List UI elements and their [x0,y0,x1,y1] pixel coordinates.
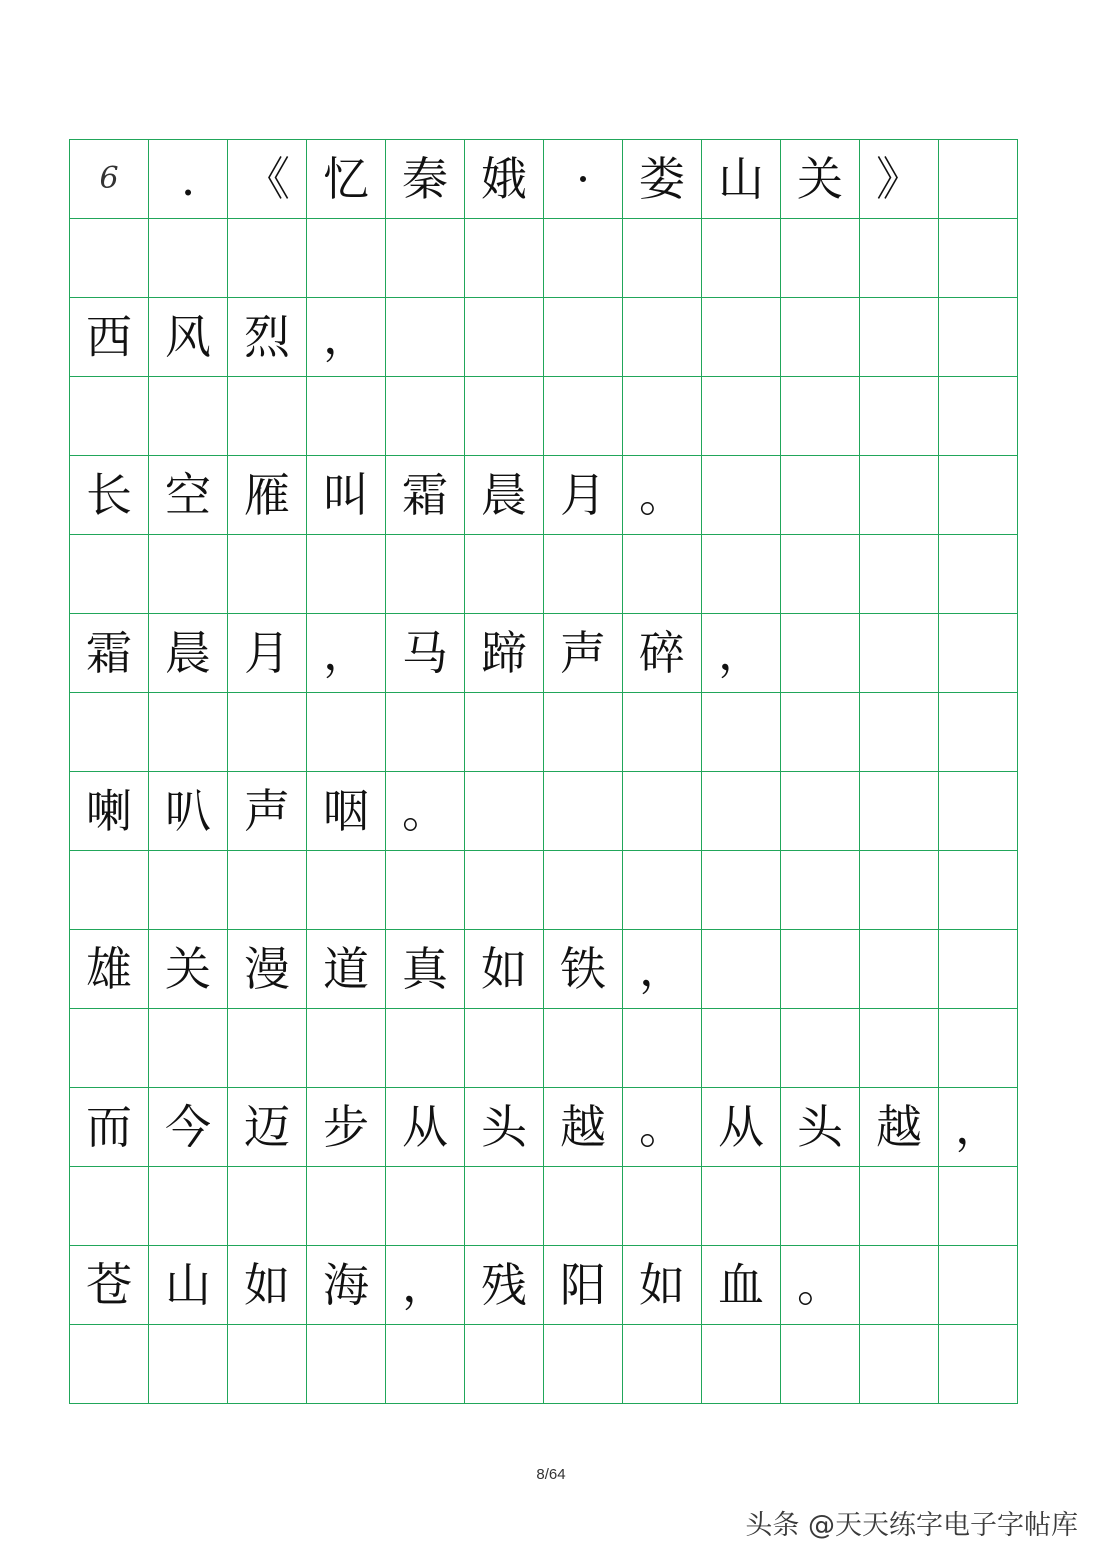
grid-cell [70,693,149,772]
grid-cell [781,298,860,377]
grid-cell [702,377,781,456]
grid-cell: 如 [623,1246,702,1325]
grid-cell [702,298,781,377]
grid-cell [860,772,939,851]
grid-cell: 残 [465,1246,544,1325]
grid-cell [939,693,1018,772]
grid-cell [465,219,544,298]
grid-cell [70,219,149,298]
grid-cell [465,1009,544,1088]
grid-row [70,851,1018,930]
grid-cell [860,851,939,930]
grid-cell: 道 [307,930,386,1009]
grid-cell: 6 [70,140,149,219]
grid-cell [307,377,386,456]
grid-cell [386,1009,465,1088]
grid-cell: 漫 [228,930,307,1009]
grid-row [70,930,1018,1009]
grid-cell [386,535,465,614]
grid-cell: 霜 [70,614,149,693]
grid-cell: 铁 [544,930,623,1009]
grid-cell [544,772,623,851]
grid-cell: 叭 [149,772,228,851]
practice-grid [69,139,1018,1404]
grid-cell [623,772,702,851]
grid-cell [149,693,228,772]
grid-cell [702,1167,781,1246]
grid-cell [623,219,702,298]
grid-cell [939,140,1018,219]
grid-cell: 霜 [386,456,465,535]
grid-cell [228,377,307,456]
grid-cell: 娄 [623,140,702,219]
grid-cell: 山 [149,1246,228,1325]
grid-cell [702,693,781,772]
grid-row [70,456,1018,535]
grid-cell: . [149,140,228,219]
grid-cell [228,851,307,930]
grid-row [70,535,1018,614]
grid-cell [386,1167,465,1246]
grid-cell: 咽 [307,772,386,851]
grid-row [70,693,1018,772]
grid-cell [544,693,623,772]
grid-cell [307,1325,386,1404]
grid-cell: 》 [860,140,939,219]
grid-cell [702,851,781,930]
grid-cell [149,535,228,614]
grid-cell: 忆 [307,140,386,219]
grid-cell [781,219,860,298]
grid-cell: 头 [781,1088,860,1167]
grid-cell [149,377,228,456]
grid-cell: ， [386,1246,465,1325]
grid-cell: 山 [702,140,781,219]
grid-row [70,219,1018,298]
grid-row [70,614,1018,693]
grid-cell: 雄 [70,930,149,1009]
grid-row [70,1246,1018,1325]
grid-cell: ， [623,930,702,1009]
grid-cell [702,535,781,614]
grid-cell [860,535,939,614]
grid-cell: ， [939,1088,1018,1167]
grid-row [70,1009,1018,1088]
grid-cell [781,1325,860,1404]
grid-cell: 越 [860,1088,939,1167]
grid-cell [781,377,860,456]
grid-cell [860,219,939,298]
grid-cell: 从 [702,1088,781,1167]
grid-cell [70,1009,149,1088]
grid-cell: ， [702,614,781,693]
grid-cell: 血 [702,1246,781,1325]
grid-cell: 阳 [544,1246,623,1325]
grid-cell: 马 [386,614,465,693]
grid-cell [544,298,623,377]
grid-cell: 如 [465,930,544,1009]
grid-cell [623,1009,702,1088]
grid-cell [544,535,623,614]
grid-cell [228,535,307,614]
grid-cell: 碎 [623,614,702,693]
grid-cell [149,1167,228,1246]
grid-cell [307,693,386,772]
grid-cell: 雁 [228,456,307,535]
grid-cell: 。 [623,456,702,535]
grid-cell: 而 [70,1088,149,1167]
grid-cell: ， [307,298,386,377]
grid-cell [781,456,860,535]
grid-cell: 月 [228,614,307,693]
grid-cell: 叫 [307,456,386,535]
grid-cell [939,772,1018,851]
grid-cell [939,377,1018,456]
grid-cell [228,693,307,772]
grid-cell: 风 [149,298,228,377]
grid-cell: 头 [465,1088,544,1167]
grid-cell: 从 [386,1088,465,1167]
grid-cell: · [544,140,623,219]
grid-cell [465,851,544,930]
grid-cell [939,614,1018,693]
grid-cell: 。 [781,1246,860,1325]
grid-cell [386,298,465,377]
grid-cell [70,1167,149,1246]
grid-cell [781,772,860,851]
grid-cell: 。 [386,772,465,851]
grid-cell [939,298,1018,377]
grid-cell: 声 [544,614,623,693]
grid-cell [386,1325,465,1404]
grid-cell [70,377,149,456]
grid-cell [781,693,860,772]
grid-cell: 《 [228,140,307,219]
grid-cell [228,1325,307,1404]
grid-cell [939,456,1018,535]
grid-cell [307,535,386,614]
grid-cell [465,693,544,772]
grid-cell [228,219,307,298]
grid-cell [939,1009,1018,1088]
grid-cell [149,1325,228,1404]
grid-cell [860,1325,939,1404]
grid-cell [307,219,386,298]
grid-cell: 。 [623,1088,702,1167]
grid-cell [465,772,544,851]
grid-cell [702,456,781,535]
grid-cell: 步 [307,1088,386,1167]
grid-cell [228,1167,307,1246]
grid-cell: 关 [149,930,228,1009]
grid-cell [623,851,702,930]
grid-cell [860,693,939,772]
grid-cell: 声 [228,772,307,851]
grid-cell [544,851,623,930]
grid-cell: 空 [149,456,228,535]
grid-cell [307,1167,386,1246]
grid-cell [860,377,939,456]
grid-cell: 秦 [386,140,465,219]
grid-cell: 苍 [70,1246,149,1325]
grid-cell [465,298,544,377]
grid-cell [702,1325,781,1404]
grid-cell [939,1246,1018,1325]
grid-cell [860,930,939,1009]
grid-cell: 晨 [149,614,228,693]
grid-cell [623,535,702,614]
grid-cell: 长 [70,456,149,535]
grid-cell: 越 [544,1088,623,1167]
grid-cell [465,1325,544,1404]
grid-cell [386,693,465,772]
grid-cell [149,851,228,930]
grid-cell [939,535,1018,614]
grid-cell [544,1325,623,1404]
grid-cell [465,377,544,456]
grid-cell [781,614,860,693]
grid-cell [781,535,860,614]
grid-cell [623,693,702,772]
grid-cell [860,1246,939,1325]
grid-cell [939,851,1018,930]
grid-cell: 晨 [465,456,544,535]
grid-cell [860,456,939,535]
grid-cell [781,930,860,1009]
grid-row [70,1167,1018,1246]
grid-row [70,377,1018,456]
grid-cell [465,1167,544,1246]
grid-cell [702,219,781,298]
grid-cell [386,377,465,456]
grid-row [70,1325,1018,1404]
grid-row [70,298,1018,377]
grid-cell [702,772,781,851]
grid-cell [939,1325,1018,1404]
grid-cell: 烈 [228,298,307,377]
grid-row [70,140,1018,219]
practice-grid-body [70,140,1018,1404]
grid-cell [149,219,228,298]
grid-cell [939,1167,1018,1246]
grid-cell [70,1325,149,1404]
grid-row [70,772,1018,851]
grid-cell [465,535,544,614]
grid-cell [544,1167,623,1246]
grid-cell: ， [307,614,386,693]
grid-cell: 海 [307,1246,386,1325]
page-number: 8/64 [536,1466,566,1483]
grid-cell: 关 [781,140,860,219]
grid-cell: 迈 [228,1088,307,1167]
grid-cell [781,1167,860,1246]
grid-cell [307,851,386,930]
grid-cell [860,298,939,377]
grid-cell [860,1009,939,1088]
grid-cell: 蹄 [465,614,544,693]
grid-cell [544,219,623,298]
grid-cell [149,1009,228,1088]
grid-cell [623,298,702,377]
grid-cell [781,851,860,930]
grid-cell: 真 [386,930,465,1009]
grid-cell [70,535,149,614]
grid-cell [623,1325,702,1404]
grid-cell: 娥 [465,140,544,219]
grid-cell [939,219,1018,298]
grid-cell [860,614,939,693]
grid-cell [623,1167,702,1246]
grid-cell: 西 [70,298,149,377]
grid-cell [386,851,465,930]
grid-cell [860,1167,939,1246]
grid-cell: 月 [544,456,623,535]
grid-cell: 今 [149,1088,228,1167]
watermark: 头条 @天天练字电子字帖库 [745,1510,1078,1541]
grid-cell: 喇 [70,772,149,851]
grid-cell [781,1009,860,1088]
grid-cell [544,1009,623,1088]
grid-cell [544,377,623,456]
grid-cell [386,219,465,298]
grid-cell [70,851,149,930]
grid-cell [623,377,702,456]
grid-row [70,1088,1018,1167]
grid-cell [702,930,781,1009]
grid-cell: 如 [228,1246,307,1325]
grid-cell [939,930,1018,1009]
grid-cell [702,1009,781,1088]
grid-cell [228,1009,307,1088]
grid-cell [307,1009,386,1088]
